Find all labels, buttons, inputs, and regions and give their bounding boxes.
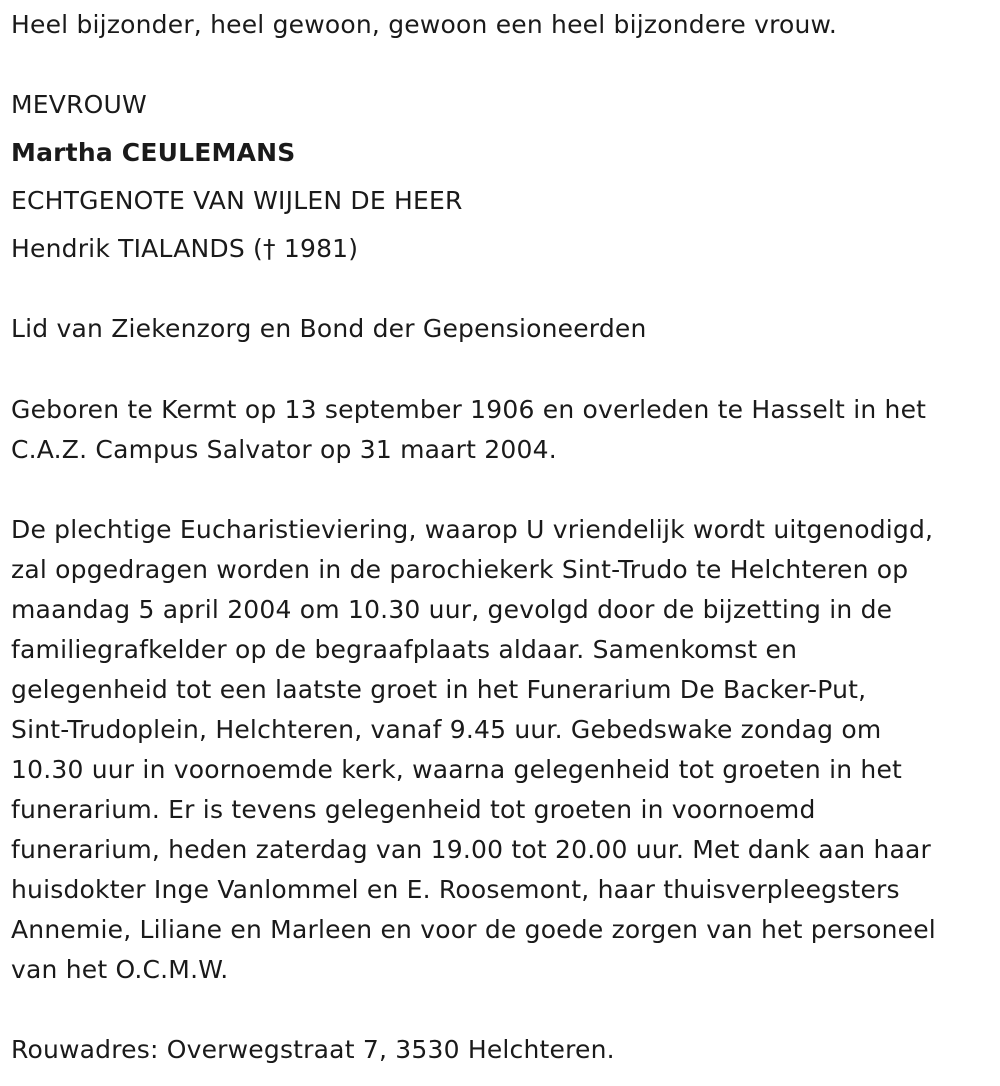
ceremony-line: 10.30 uur in voornoemde kerk, waarna gelegenheid tot groeten in het: [11, 755, 903, 784]
birth-death-paragraph: [11, 390, 991, 470]
birth-death-line: Geboren te Kermt op 13 september 1906 en overleden te Hasselt in het: [11, 395, 927, 424]
ceremony-paragraph: [11, 510, 991, 990]
birth-death-line: C.A.Z. Campus Salvator op 31 maart 2004.: [11, 435, 557, 464]
mourning-address: Rouwadres: Overwegstraat 7, 3530 Helchteren.: [11, 1035, 615, 1064]
ceremony-line: funerarium, heden zaterdag van 19.00 tot 20.00 uur. Met dank aan haar: [11, 835, 932, 864]
ceremony-line: familiegrafkelder op de begraafplaats aldaar. Samenkomst en: [11, 635, 798, 664]
ceremony-line: Annemie, Liliane en Marleen en voor de goede zorgen van het personeel: [11, 915, 936, 944]
spouse-name: Hendrik TIALANDS († 1981): [11, 234, 359, 263]
ceremony-line: huisdokter Inge Vanlommel en E. Roosemont, haar thuisverpleegsters: [11, 875, 900, 904]
ceremony-line: van het O.C.M.W.: [11, 955, 229, 984]
ceremony-line: funerarium. Er is tevens gelegenheid tot groeten in voornoemd: [11, 795, 816, 824]
ceremony-line: maandag 5 april 2004 om 10.30 uur, gevolgd door de bijzetting in de: [11, 595, 893, 624]
ceremony-line: zal opgedragen worden in de parochiekerk Sint-Trudo te Helchteren op: [11, 555, 909, 584]
ceremony-line: De plechtige Eucharistieviering, waarop U vriendelijk wordt uitgenodigd,: [11, 515, 934, 544]
membership-text: Lid van Ziekenzorg en Bond der Gepensioneerden: [11, 314, 647, 343]
ceremony-line: gelegenheid tot een laatste groet in het Funerarium De Backer-Put,: [11, 675, 867, 704]
relation-text: ECHTGENOTE VAN WIJLEN DE HEER: [11, 186, 463, 215]
intro-text: Heel bijzonder, heel gewoon, gewoon een heel bijzondere vrouw.: [11, 10, 838, 39]
deceased-name: Martha CEULEMANS: [11, 138, 296, 167]
ceremony-line: Sint-Trudoplein, Helchteren, vanaf 9.45 uur. Gebedswake zondag om: [11, 715, 882, 744]
honorific-title: MEVROUW: [11, 90, 147, 119]
